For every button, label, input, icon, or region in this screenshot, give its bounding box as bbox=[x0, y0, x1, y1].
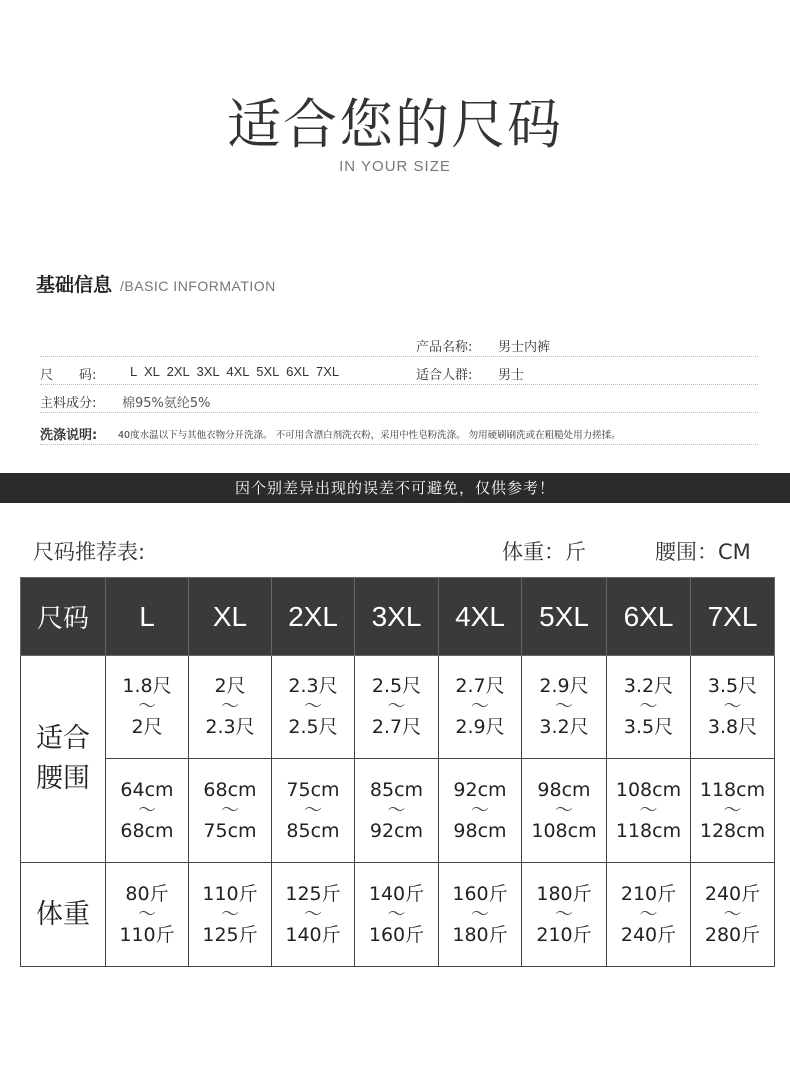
size-header-cell: XL bbox=[189, 578, 272, 656]
range-separator: ～ bbox=[639, 696, 658, 717]
table-caption bbox=[0, 536, 790, 566]
range-max: 2.7尺 bbox=[371, 716, 422, 738]
range-separator: ～ bbox=[555, 799, 573, 821]
size-header-cell: 2XL bbox=[272, 578, 355, 656]
range-min: 118cm bbox=[699, 778, 766, 801]
basic-info-heading bbox=[36, 270, 276, 297]
range-max: 125斤 bbox=[202, 923, 258, 946]
range-separator: ～ bbox=[138, 903, 156, 925]
waist-cm-cell bbox=[272, 759, 355, 863]
weight-cell bbox=[272, 863, 355, 967]
range-max: 128cm bbox=[699, 819, 766, 842]
range-min: 85cm bbox=[369, 778, 424, 801]
wash-label: 洗涤说明: bbox=[40, 428, 98, 443]
waist-cm-row bbox=[21, 759, 775, 863]
weight-cell bbox=[355, 863, 439, 967]
waist-cm-cell bbox=[355, 759, 439, 863]
range-max: 3.5尺 bbox=[623, 716, 674, 738]
product-name-value: 男士内裤 bbox=[498, 340, 551, 355]
range-min: 140斤 bbox=[368, 882, 425, 905]
range-min: 210斤 bbox=[620, 882, 677, 905]
waist-row-label bbox=[21, 656, 106, 863]
range-separator: ～ bbox=[639, 903, 658, 925]
range-min: 240斤 bbox=[704, 882, 761, 905]
page-title: 适合您的尺码 bbox=[227, 93, 563, 156]
range-max: 210斤 bbox=[536, 923, 592, 946]
weight-cell bbox=[607, 863, 691, 967]
range-max: 2.5尺 bbox=[288, 716, 338, 738]
table-caption-title: 尺码推荐表: bbox=[33, 540, 146, 564]
range-min: 160斤 bbox=[452, 882, 508, 905]
size-row bbox=[40, 364, 758, 385]
range-max: 240斤 bbox=[620, 923, 677, 946]
range-min: 2.5尺 bbox=[371, 675, 422, 697]
range-min: 110斤 bbox=[202, 882, 258, 905]
audience-value: 男士 bbox=[498, 368, 525, 383]
range-separator: ～ bbox=[471, 799, 489, 821]
range-separator: ～ bbox=[138, 696, 156, 717]
range-separator: ～ bbox=[221, 903, 239, 925]
product-name-label: 产品名称: bbox=[416, 340, 473, 355]
weight-row-label: 体重 bbox=[21, 863, 106, 967]
weight-cell bbox=[189, 863, 272, 967]
waist-cm-cell bbox=[522, 759, 607, 863]
range-separator: ～ bbox=[304, 696, 322, 717]
waist-chi-cell bbox=[691, 656, 775, 759]
range-min: 2.3尺 bbox=[288, 675, 338, 697]
size-header-row bbox=[21, 578, 775, 656]
size-label: 尺 码: bbox=[40, 368, 97, 383]
waist-cm-cell bbox=[439, 759, 522, 863]
range-separator: ～ bbox=[304, 903, 322, 925]
range-separator: ～ bbox=[221, 696, 239, 717]
waist-cm-cell bbox=[607, 759, 691, 863]
basic-info-heading-zh: 基础信息 bbox=[36, 274, 113, 296]
range-separator: ～ bbox=[639, 799, 658, 821]
range-min: 3.5尺 bbox=[707, 675, 758, 697]
audience-label: 适合人群: bbox=[416, 368, 473, 383]
range-min: 75cm bbox=[286, 778, 340, 801]
range-max: 75cm bbox=[203, 819, 257, 842]
basic-info-heading-en: /BASIC INFORMATION bbox=[120, 278, 276, 294]
range-max: 3.8尺 bbox=[707, 716, 758, 738]
weight-cell bbox=[439, 863, 522, 967]
range-min: 2.9尺 bbox=[539, 675, 589, 697]
range-min: 80斤 bbox=[125, 882, 169, 905]
range-separator: ～ bbox=[471, 903, 489, 925]
range-max: 98cm bbox=[453, 819, 507, 842]
range-max: 108cm bbox=[531, 819, 597, 842]
range-max: 68cm bbox=[120, 819, 174, 842]
range-max: 140斤 bbox=[285, 923, 341, 946]
range-separator: ～ bbox=[387, 799, 406, 821]
waist-cm-cell bbox=[691, 759, 775, 863]
range-separator: ～ bbox=[723, 799, 742, 821]
size-values: L XL 2XL 3XL 4XL 5XL 6XL 7XL bbox=[130, 364, 340, 379]
size-header-cell: 6XL bbox=[607, 578, 691, 656]
range-max: 280斤 bbox=[704, 923, 761, 946]
range-max: 110斤 bbox=[119, 923, 175, 946]
waist-chi-cell bbox=[522, 656, 607, 759]
range-separator: ～ bbox=[138, 799, 156, 821]
range-min: 68cm bbox=[203, 778, 257, 801]
range-min: 92cm bbox=[453, 778, 507, 801]
range-max: 180斤 bbox=[452, 923, 508, 946]
range-max: 3.2尺 bbox=[539, 716, 589, 738]
range-separator: ～ bbox=[555, 696, 573, 717]
waist-row-label-line2: 腰围 bbox=[36, 763, 90, 794]
size-header-cell: 3XL bbox=[355, 578, 439, 656]
corner-header: 尺码 bbox=[21, 578, 106, 656]
waist-unit-note: 腰围：CM bbox=[655, 540, 751, 564]
range-min: 2尺 bbox=[214, 675, 246, 697]
weight-unit-note: 体重：斤 bbox=[502, 540, 586, 564]
weight-cell bbox=[106, 863, 189, 967]
waist-row-label-line1: 适合 bbox=[36, 723, 90, 754]
range-min: 2.7尺 bbox=[455, 675, 505, 697]
range-separator: ～ bbox=[723, 903, 742, 925]
notice-banner: 因个别差异出现的误差不可避免，仅供参考！ bbox=[0, 473, 790, 503]
size-header-cell: 7XL bbox=[691, 578, 775, 656]
range-min: 1.8尺 bbox=[122, 675, 172, 697]
range-max: 2尺 bbox=[131, 716, 163, 738]
waist-cm-cell bbox=[189, 759, 272, 863]
size-header-cell: 5XL bbox=[522, 578, 607, 656]
range-min: 98cm bbox=[537, 778, 591, 801]
waist-chi-cell bbox=[272, 656, 355, 759]
range-max: 118cm bbox=[615, 819, 682, 842]
range-separator: ～ bbox=[387, 696, 406, 717]
waist-chi-cell bbox=[607, 656, 691, 759]
waist-chi-row bbox=[21, 656, 775, 759]
waist-chi-cell bbox=[439, 656, 522, 759]
waist-chi-cell bbox=[355, 656, 439, 759]
material-row bbox=[40, 392, 758, 413]
size-header-cell: 4XL bbox=[439, 578, 522, 656]
weight-row bbox=[21, 863, 775, 967]
page-subtitle: IN YOUR SIZE bbox=[339, 158, 451, 175]
range-max: 85cm bbox=[286, 819, 340, 842]
range-separator: ～ bbox=[471, 696, 489, 717]
waist-chi-cell bbox=[189, 656, 272, 759]
product-name-row bbox=[40, 336, 758, 357]
waist-cm-cell bbox=[106, 759, 189, 863]
range-min: 108cm bbox=[615, 778, 682, 801]
range-min: 125斤 bbox=[285, 882, 341, 905]
range-min: 180斤 bbox=[536, 882, 592, 905]
weight-cell bbox=[522, 863, 607, 967]
wash-row bbox=[40, 423, 758, 445]
range-separator: ～ bbox=[221, 799, 239, 821]
range-separator: ～ bbox=[555, 903, 573, 925]
range-separator: ～ bbox=[304, 799, 322, 821]
range-min: 3.2尺 bbox=[623, 675, 674, 697]
material-value: 棉95%氨纶5% bbox=[122, 396, 211, 411]
range-max: 2.9尺 bbox=[455, 716, 505, 738]
material-label: 主料成分: bbox=[40, 396, 97, 411]
size-recommendation-table bbox=[20, 577, 775, 967]
wash-text: 40度水温以下与其他衣物分开洗涤。 不可用含漂白剂洗衣粉，采用中性皂粉洗涤。 勿用硬刷刷洗或在粗糙处用力搓揉。 bbox=[118, 430, 621, 441]
range-min: 64cm bbox=[120, 778, 174, 801]
range-separator: ～ bbox=[723, 696, 742, 717]
range-max: 2.3尺 bbox=[205, 716, 255, 738]
range-max: 160斤 bbox=[368, 923, 425, 946]
range-max: 92cm bbox=[369, 819, 424, 842]
range-separator: ～ bbox=[387, 903, 406, 925]
size-header-cell: L bbox=[106, 578, 189, 656]
weight-cell bbox=[691, 863, 775, 967]
waist-chi-cell bbox=[106, 656, 189, 759]
